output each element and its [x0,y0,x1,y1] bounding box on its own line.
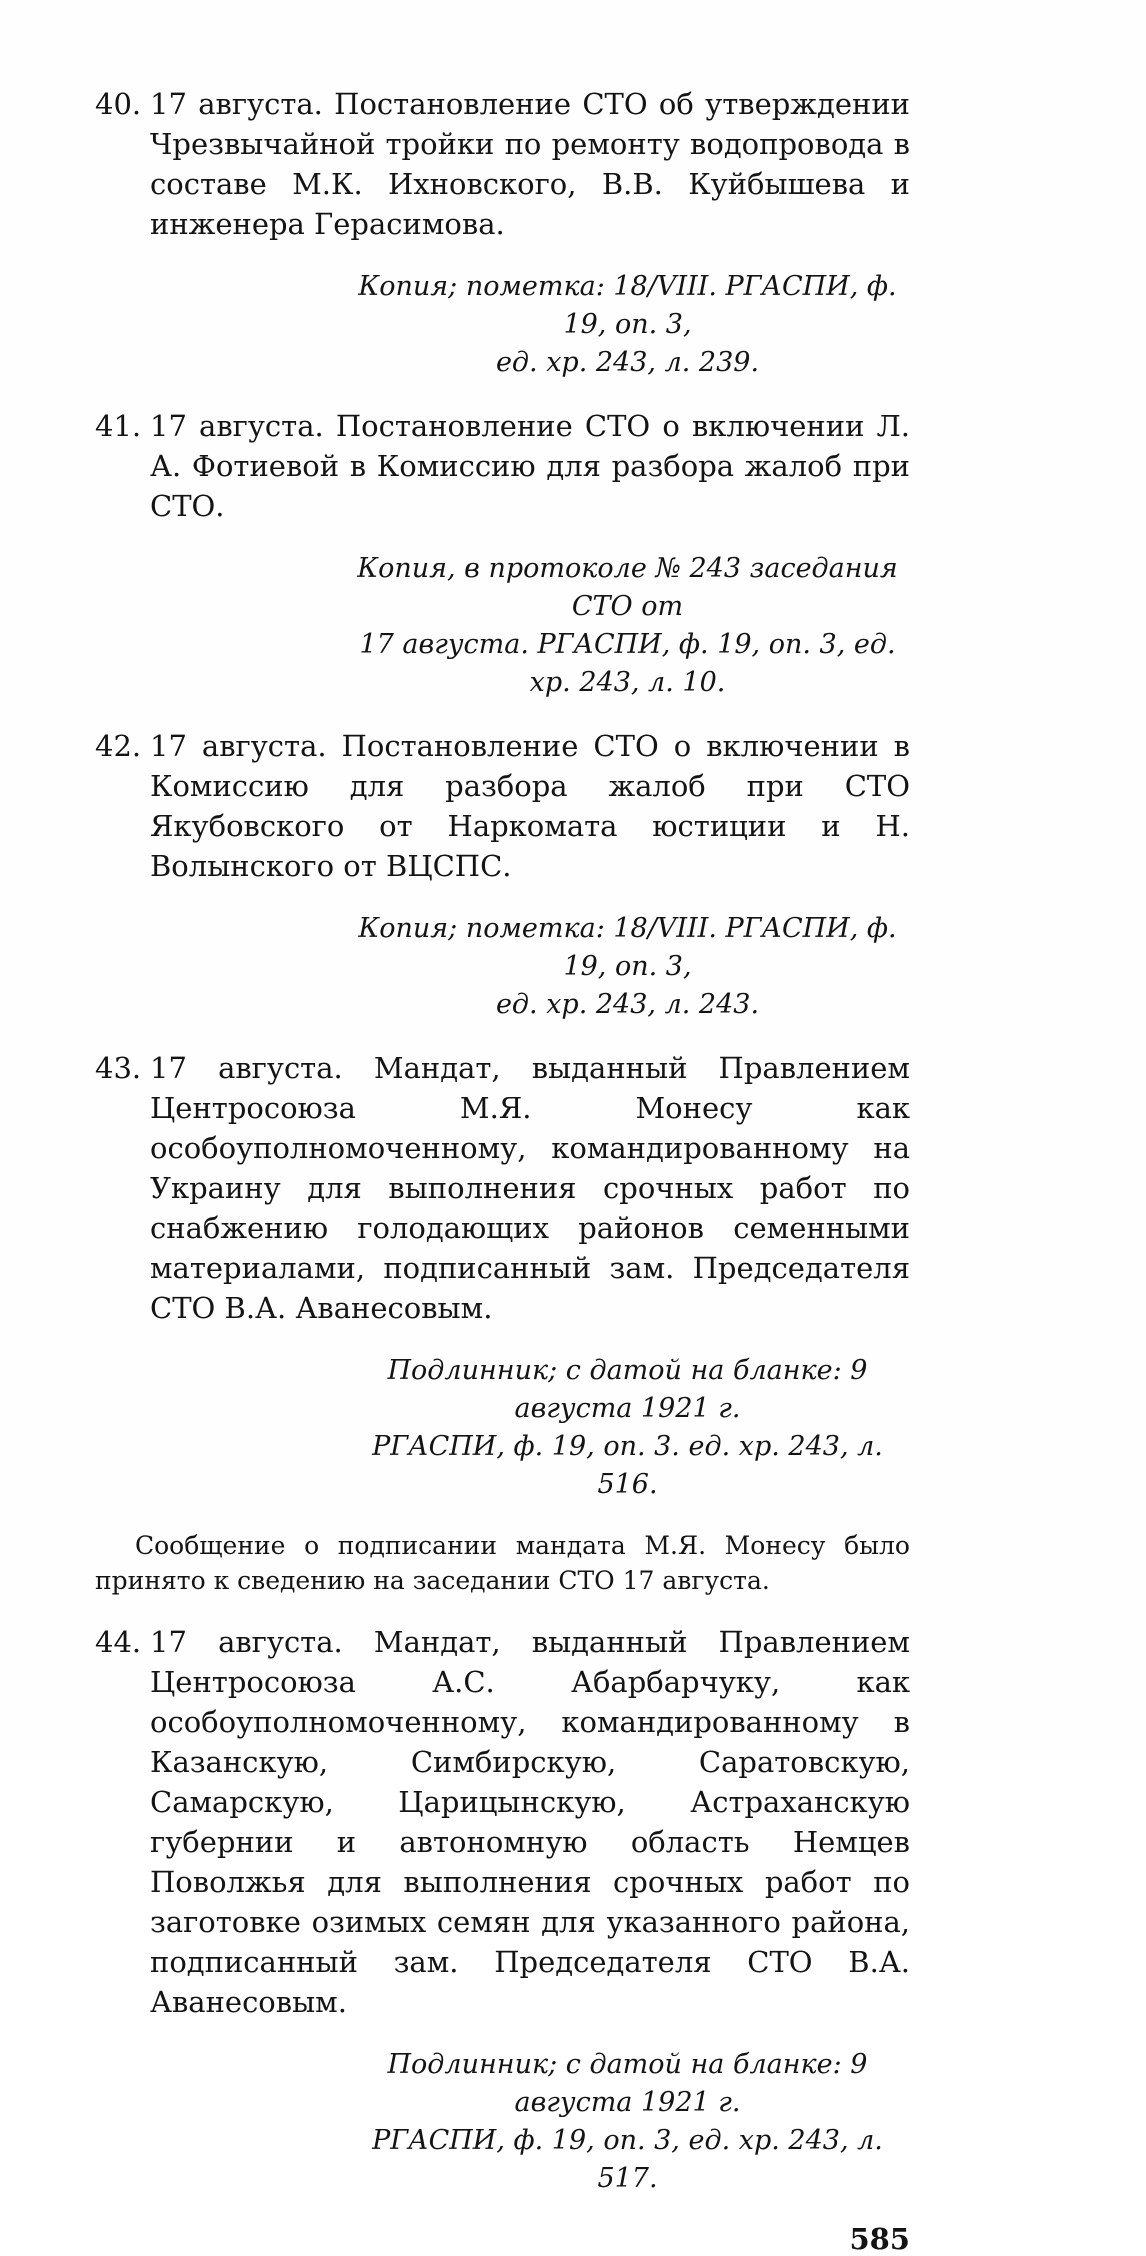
editorial-note: Сообщение о подписании мандата М.Я. Монесу было принято к сведению на заседании СТО 17 августа. [95,1531,910,1595]
entry-text: 17 августа. Постановление СТО об утверждении Чрезвычайной тройки по ремонту водопровода в составе М.К. Ихновского, В.В. Куйбышева и инженера Герасимова. [150,87,910,241]
citation-line: 17 августа. РГАСПИ, ф. 19, оп. 3, ед. хр. 243, л. 10. [359,629,896,698]
citation [345,910,910,1024]
entry-text: 17 августа. Мандат, выданный Правлением Центросоюза М.Я. Монесу как особоуполномоченному, командированному на Украину для выполнения срочных работ по снабжению голодающих районов семенными материалами, подписанный зам. Председателя СТО В.А. Аванесовым. [150,1051,910,1325]
citation [345,550,910,702]
citation-line: Подлинник; с датой на бланке: 9 августа 1921 г. [387,2049,868,2118]
entry-number: 41. [95,409,142,443]
entry [95,1622,910,2022]
page-content [95,0,910,2256]
citation [345,1352,910,1504]
entry [95,726,910,886]
citation-line: ед. хр. 243, л. 243. [495,989,760,1020]
citation-line: РГАСПИ, ф. 19, оп. 3, ед. хр. 243, л. 517. [372,2125,883,2194]
citation-line: РГАСПИ, ф. 19, оп. 3. ед. хр. 243, л. 516. [372,1431,883,1500]
entry [95,406,910,526]
citation-line: Копия; пометка: 18/VIII. РГАСПИ, ф. 19, оп. 3, [358,271,897,340]
entry [95,84,910,244]
entry-text: 17 августа. Мандат, выданный Правлением Центросоюза А.С. Абарбарчуку, как особоуполномоченному, командированному в Казанскую, Симбирскую, Саратовскую, Самарскую, Царицынскую, Астраханскую губернии и автономную область Немцев Поволжья для выполнения срочных работ по заготовке озимых семян для указанного района, подписанный зам. Председателя СТО В.А. Аванесовым. [150,1625,910,2019]
entry-number: 44. [95,1625,142,1659]
citation [345,268,910,382]
entry-number: 43. [95,1051,142,1085]
page-number: 585 [849,2222,910,2256]
citation [345,2046,910,2198]
entry-number: 42. [95,729,142,763]
citation-line: Копия; пометка: 18/VIII. РГАСПИ, ф. 19, оп. 3, [358,913,897,982]
entry-number: 40. [95,87,142,121]
entry-text: 17 августа. Постановление СТО о включении в Комиссию для разбора жалоб при СТО Якубовского от Наркомата юстиции и Н. Волынского от ВЦСПС. [150,729,910,883]
entry [95,1048,910,1328]
citation-line: ед. хр. 243, л. 239. [495,347,760,378]
citation-line: Подлинник; с датой на бланке: 9 августа 1921 г. [387,1355,868,1424]
entry-text: 17 августа. Постановление СТО о включении Л. А. Фотиевой в Комиссию для разбора жалоб при СТО. [150,409,910,523]
citation-line: Копия, в протоколе № 243 заседания СТО от [357,553,898,622]
